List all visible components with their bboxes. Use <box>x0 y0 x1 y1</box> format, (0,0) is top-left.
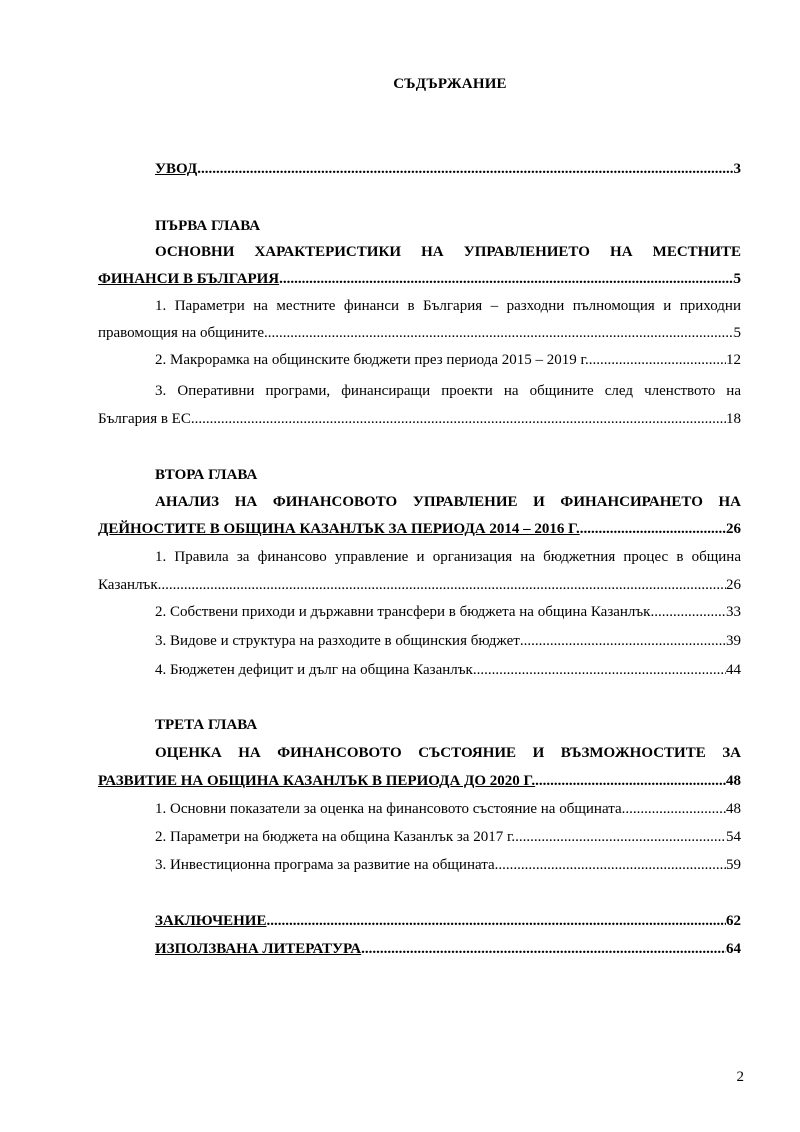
toc-entry-page: 26 <box>726 521 741 537</box>
leader-dots <box>495 854 726 876</box>
toc-entry-label: ИЗПОЛЗВАНА ЛИТЕРАТУРА <box>155 941 362 957</box>
leader-dots <box>197 158 733 180</box>
toc-entry-conclusion[interactable] <box>155 910 741 932</box>
toc-entry-page: 48 <box>726 773 741 789</box>
leader-dots <box>515 826 726 848</box>
leader-dots <box>191 408 726 430</box>
toc-subentry-1-2[interactable] <box>155 349 741 371</box>
toc-entry-chapter2[interactable] <box>98 518 741 540</box>
toc-subentry-3-3[interactable] <box>155 854 741 876</box>
leader-dots <box>266 910 726 932</box>
toc-entry-label: Казанлък <box>98 577 158 593</box>
leader-dots <box>264 322 733 344</box>
chapter3-heading: ТРЕТА ГЛАВА <box>155 717 258 733</box>
toc-entry-label: ЗАКЛЮЧЕНИЕ <box>155 913 267 929</box>
page-title: СЪДЪРЖАНИЕ <box>393 76 507 92</box>
toc-entry-page: 18 <box>726 411 741 427</box>
toc-entry-label: 1. Основни показатели за оценка на финансовото състояние на общината <box>155 801 622 817</box>
toc-entry-page: 59 <box>726 857 741 873</box>
toc-entry-label: РАЗВИТИЕ НА ОБЩИНА КАЗАНЛЪК В ПЕРИОДА ДО 2020 Г. <box>98 773 536 789</box>
leader-dots <box>650 601 726 623</box>
toc-subentry-2-2[interactable] <box>155 601 741 623</box>
leader-dots <box>622 798 726 820</box>
leader-dots <box>361 938 726 960</box>
toc-entry-page: 39 <box>726 633 741 649</box>
toc-entry-label: 2. Макрорамка на общинските бюджети през периода 2015 – 2019 г. <box>155 352 589 368</box>
toc-entry-label: 4. Бюджетен дефицит и дълг на община Казанлък <box>155 662 473 678</box>
leader-dots <box>520 630 726 652</box>
toc-entry-label: ДЕЙНОСТИТЕ В ОБЩИНА КАЗАНЛЪК ЗА ПЕРИОДА 2014 – 2016 Г. <box>98 521 580 537</box>
chapter3-title-line1: ОЦЕНКА НА ФИНАНСОВОТО СЪСТОЯНИЕ И ВЪЗМОЖНОСТИТЕ ЗА <box>155 745 741 761</box>
leader-dots <box>589 349 726 371</box>
page-number: 2 <box>736 1069 744 1085</box>
toc-entry-label: 2. Собствени приходи и държавни трансфери в бюджета на община Казанлък <box>155 604 651 620</box>
toc-entry-chapter3[interactable] <box>98 770 741 792</box>
toc-subentry-1-1[interactable] <box>98 322 741 344</box>
chapter1-heading: ПЪРВА ГЛАВА <box>155 218 261 234</box>
toc-subentry-1-3-line1: 3. Оперативни програми, финансиращи проекти на общините след членството на <box>155 383 741 399</box>
toc-entry-page: 48 <box>726 801 741 817</box>
toc-subentry-3-2[interactable] <box>155 826 741 848</box>
toc-entry-page: 5 <box>733 271 741 287</box>
toc-entry-chapter1[interactable] <box>98 268 741 290</box>
toc-entry-page: 5 <box>733 325 741 341</box>
toc-entry-page: 54 <box>726 829 741 845</box>
toc-entry-label: България в ЕС <box>98 411 191 427</box>
leader-dots <box>535 770 726 792</box>
leader-dots <box>580 518 726 540</box>
toc-entry-page: 12 <box>726 352 741 368</box>
toc-subentry-2-4[interactable] <box>155 659 741 681</box>
toc-entry-label: правомощия на общините <box>98 325 265 341</box>
leader-dots <box>279 268 733 290</box>
toc-entry-literature[interactable] <box>155 938 741 960</box>
toc-entry-page: 44 <box>726 662 741 678</box>
chapter2-title-line1: АНАЛИЗ НА ФИНАНСОВОТО УПРАВЛЕНИЕ И ФИНАНСИРАНЕТО НА <box>155 494 741 510</box>
chapter2-heading: ВТОРА ГЛАВА <box>155 467 258 483</box>
toc-entry-label: ФИНАНСИ В БЪЛГАРИЯ <box>98 271 280 287</box>
toc-subentry-3-1[interactable] <box>155 798 741 820</box>
leader-dots <box>473 659 726 681</box>
toc-entry-label: 3. Видове и структура на разходите в общинския бюджет <box>155 633 520 649</box>
toc-subentry-2-1[interactable] <box>98 574 741 596</box>
toc-entry-page: 3 <box>733 161 741 177</box>
toc-entry-label: 3. Инвестиционна програма за развитие на общината <box>155 857 495 873</box>
toc-entry-page: 33 <box>726 604 741 620</box>
toc-entry-page: 26 <box>726 577 741 593</box>
toc-subentry-1-1-line1: 1. Параметри на местните финанси в България – разходни пълномощия и приходни <box>155 298 741 314</box>
toc-entry-label: УВОД <box>155 161 198 177</box>
toc-entry-page: 62 <box>726 913 741 929</box>
toc-entry-page: 64 <box>726 941 741 957</box>
toc-entry-label: 2. Параметри на бюджета на община Казанлък за 2017 г. <box>155 829 516 845</box>
toc-entry-intro[interactable] <box>155 158 741 180</box>
leader-dots <box>158 574 726 596</box>
toc-subentry-1-3[interactable] <box>98 408 741 430</box>
toc-subentry-2-3[interactable] <box>155 630 741 652</box>
chapter1-title-line1: ОСНОВНИ ХАРАКТЕРИСТИКИ НА УПРАВЛЕНИЕТО НА МЕСТНИТЕ <box>155 244 741 260</box>
toc-subentry-2-1-line1: 1. Правила за финансово управление и организация на бюджетния процес в община <box>155 549 741 565</box>
